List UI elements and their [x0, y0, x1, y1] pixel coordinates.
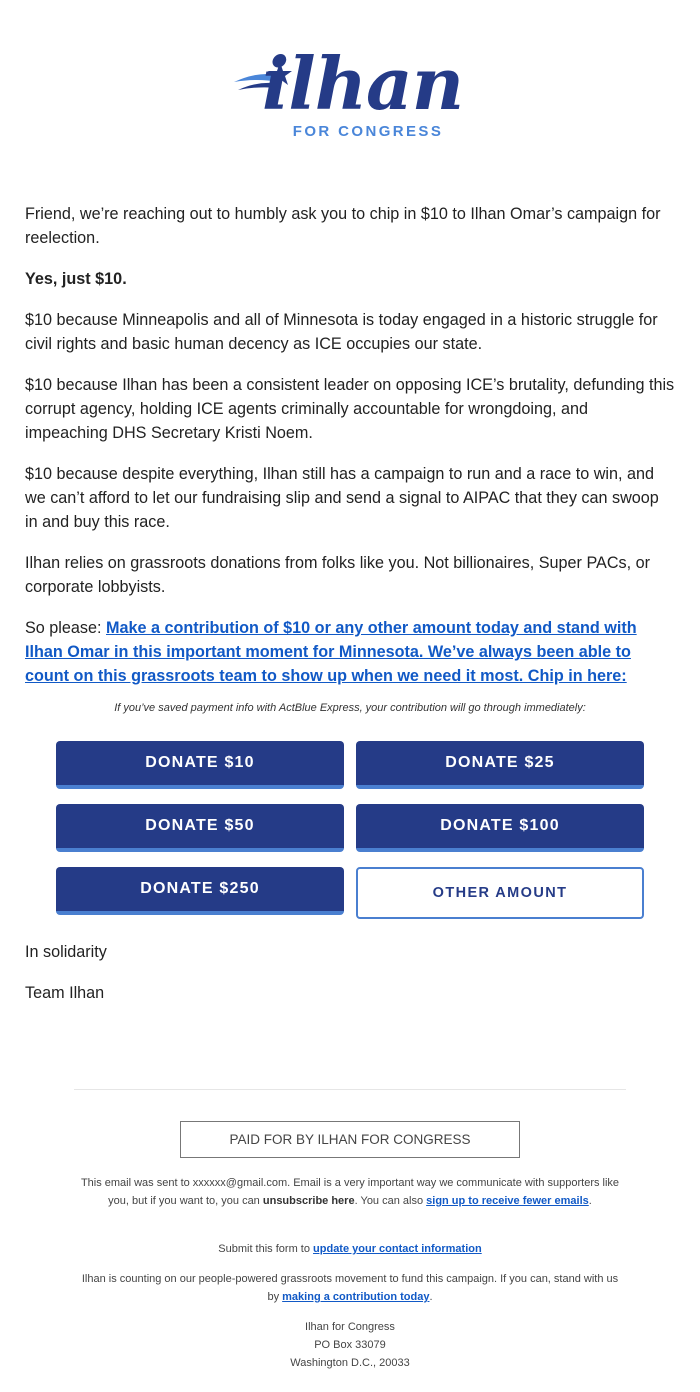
- fewer-emails-link[interactable]: sign up to receive fewer emails: [426, 1195, 589, 1207]
- logo-subtitle: FOR CONGRESS: [292, 123, 444, 140]
- actblue-note: If you’ve saved payment info with ActBlue Express, your contribution will go through immediately:: [114, 702, 586, 714]
- paragraph-campaign: $10 because despite everything, Ilhan still has a campaign to run and a race to win, and we can’t afford to let our fundraising slip and send a signal to AIPAC that they can swoop in and buy this race.: [25, 465, 659, 531]
- sent-mid-text: . You can also: [354, 1195, 427, 1207]
- donate-10-button[interactable]: DONATE $10: [56, 741, 344, 789]
- submit-text: Submit this form to: [218, 1243, 314, 1255]
- donate-50-button[interactable]: DONATE $50: [56, 804, 344, 852]
- sent-end-text: .: [588, 1195, 592, 1207]
- address-box: PO Box 33079: [314, 1339, 386, 1351]
- footer-address: [75, 1318, 625, 1372]
- paragraph-leader: $10 because Ilhan has been a consistent leader on opposing ICE’s brutality, defunding this corrupt agency, holding ICE agents criminally accountable for wrongdoing, and impeaching DHS Secretary Kristi Noem.: [25, 376, 675, 442]
- donate-25-button[interactable]: DONATE $25: [356, 741, 644, 789]
- address-city: Washington D.C., 20033: [290, 1357, 410, 1369]
- email-body: [25, 202, 675, 705]
- donate-250-button[interactable]: DONATE $250: [56, 867, 344, 915]
- cta-prefix: So please:: [25, 619, 106, 637]
- other-amount-button[interactable]: OTHER AMOUNT: [356, 867, 644, 919]
- count-end-text: .: [429, 1291, 433, 1303]
- footer-update-notice: [75, 1240, 625, 1258]
- campaign-logo: [0, 40, 700, 150]
- paragraph-call-to-action: [25, 616, 675, 688]
- logo-wordmark: ilhan: [262, 41, 464, 126]
- address-org: Ilhan for Congress: [305, 1321, 395, 1333]
- count-text: Ilhan is counting on our people-powered grassroots movement to fund this campaign. If you can, stand with us by: [81, 1273, 619, 1303]
- signoff-line: In solidarity: [25, 943, 107, 961]
- footer-funding-notice: [75, 1270, 625, 1306]
- footer-divider: [74, 1089, 626, 1090]
- update-contact-link[interactable]: update your contact information: [313, 1243, 482, 1255]
- paragraph-grassroots: Ilhan relies on grassroots donations from folks like you. Not billionaires, Super PACs, or corporate lobbyists.: [25, 554, 651, 596]
- contribution-link[interactable]: Make a contribution of $10 or any other amount today and stand with Ilhan Omar in this important moment for Minnesota. We’ve always been able to count on this grassroots team to show up when we need it most. Chip in here:: [25, 619, 637, 685]
- donate-100-button[interactable]: DONATE $100: [356, 804, 644, 852]
- paragraph-minneapolis: $10 because Minneapolis and all of Minnesota is today engaged in a historic struggle for civil rights and basic human decency as ICE occupies our state.: [25, 311, 658, 353]
- paid-for-disclaimer: PAID FOR BY ILHAN FOR CONGRESS: [180, 1121, 520, 1158]
- unsubscribe-link[interactable]: unsubscribe here: [262, 1195, 355, 1207]
- sent-text: This email was sent to xxxxxx@gmail.com. Email is a very important way we communicate with supporters like you, but if you want to, you can: [80, 1177, 620, 1207]
- paragraph-emphasis: Yes, just $10.: [25, 270, 127, 288]
- signoff-name: Team Ilhan: [25, 984, 105, 1002]
- footer-sent-notice: [75, 1174, 625, 1210]
- paragraph-intro: Friend, we’re reaching out to humbly ask you to chip in $10 to Ilhan Omar’s campaign for reelection.: [25, 205, 661, 247]
- make-contribution-link[interactable]: making a contribution today: [282, 1291, 430, 1303]
